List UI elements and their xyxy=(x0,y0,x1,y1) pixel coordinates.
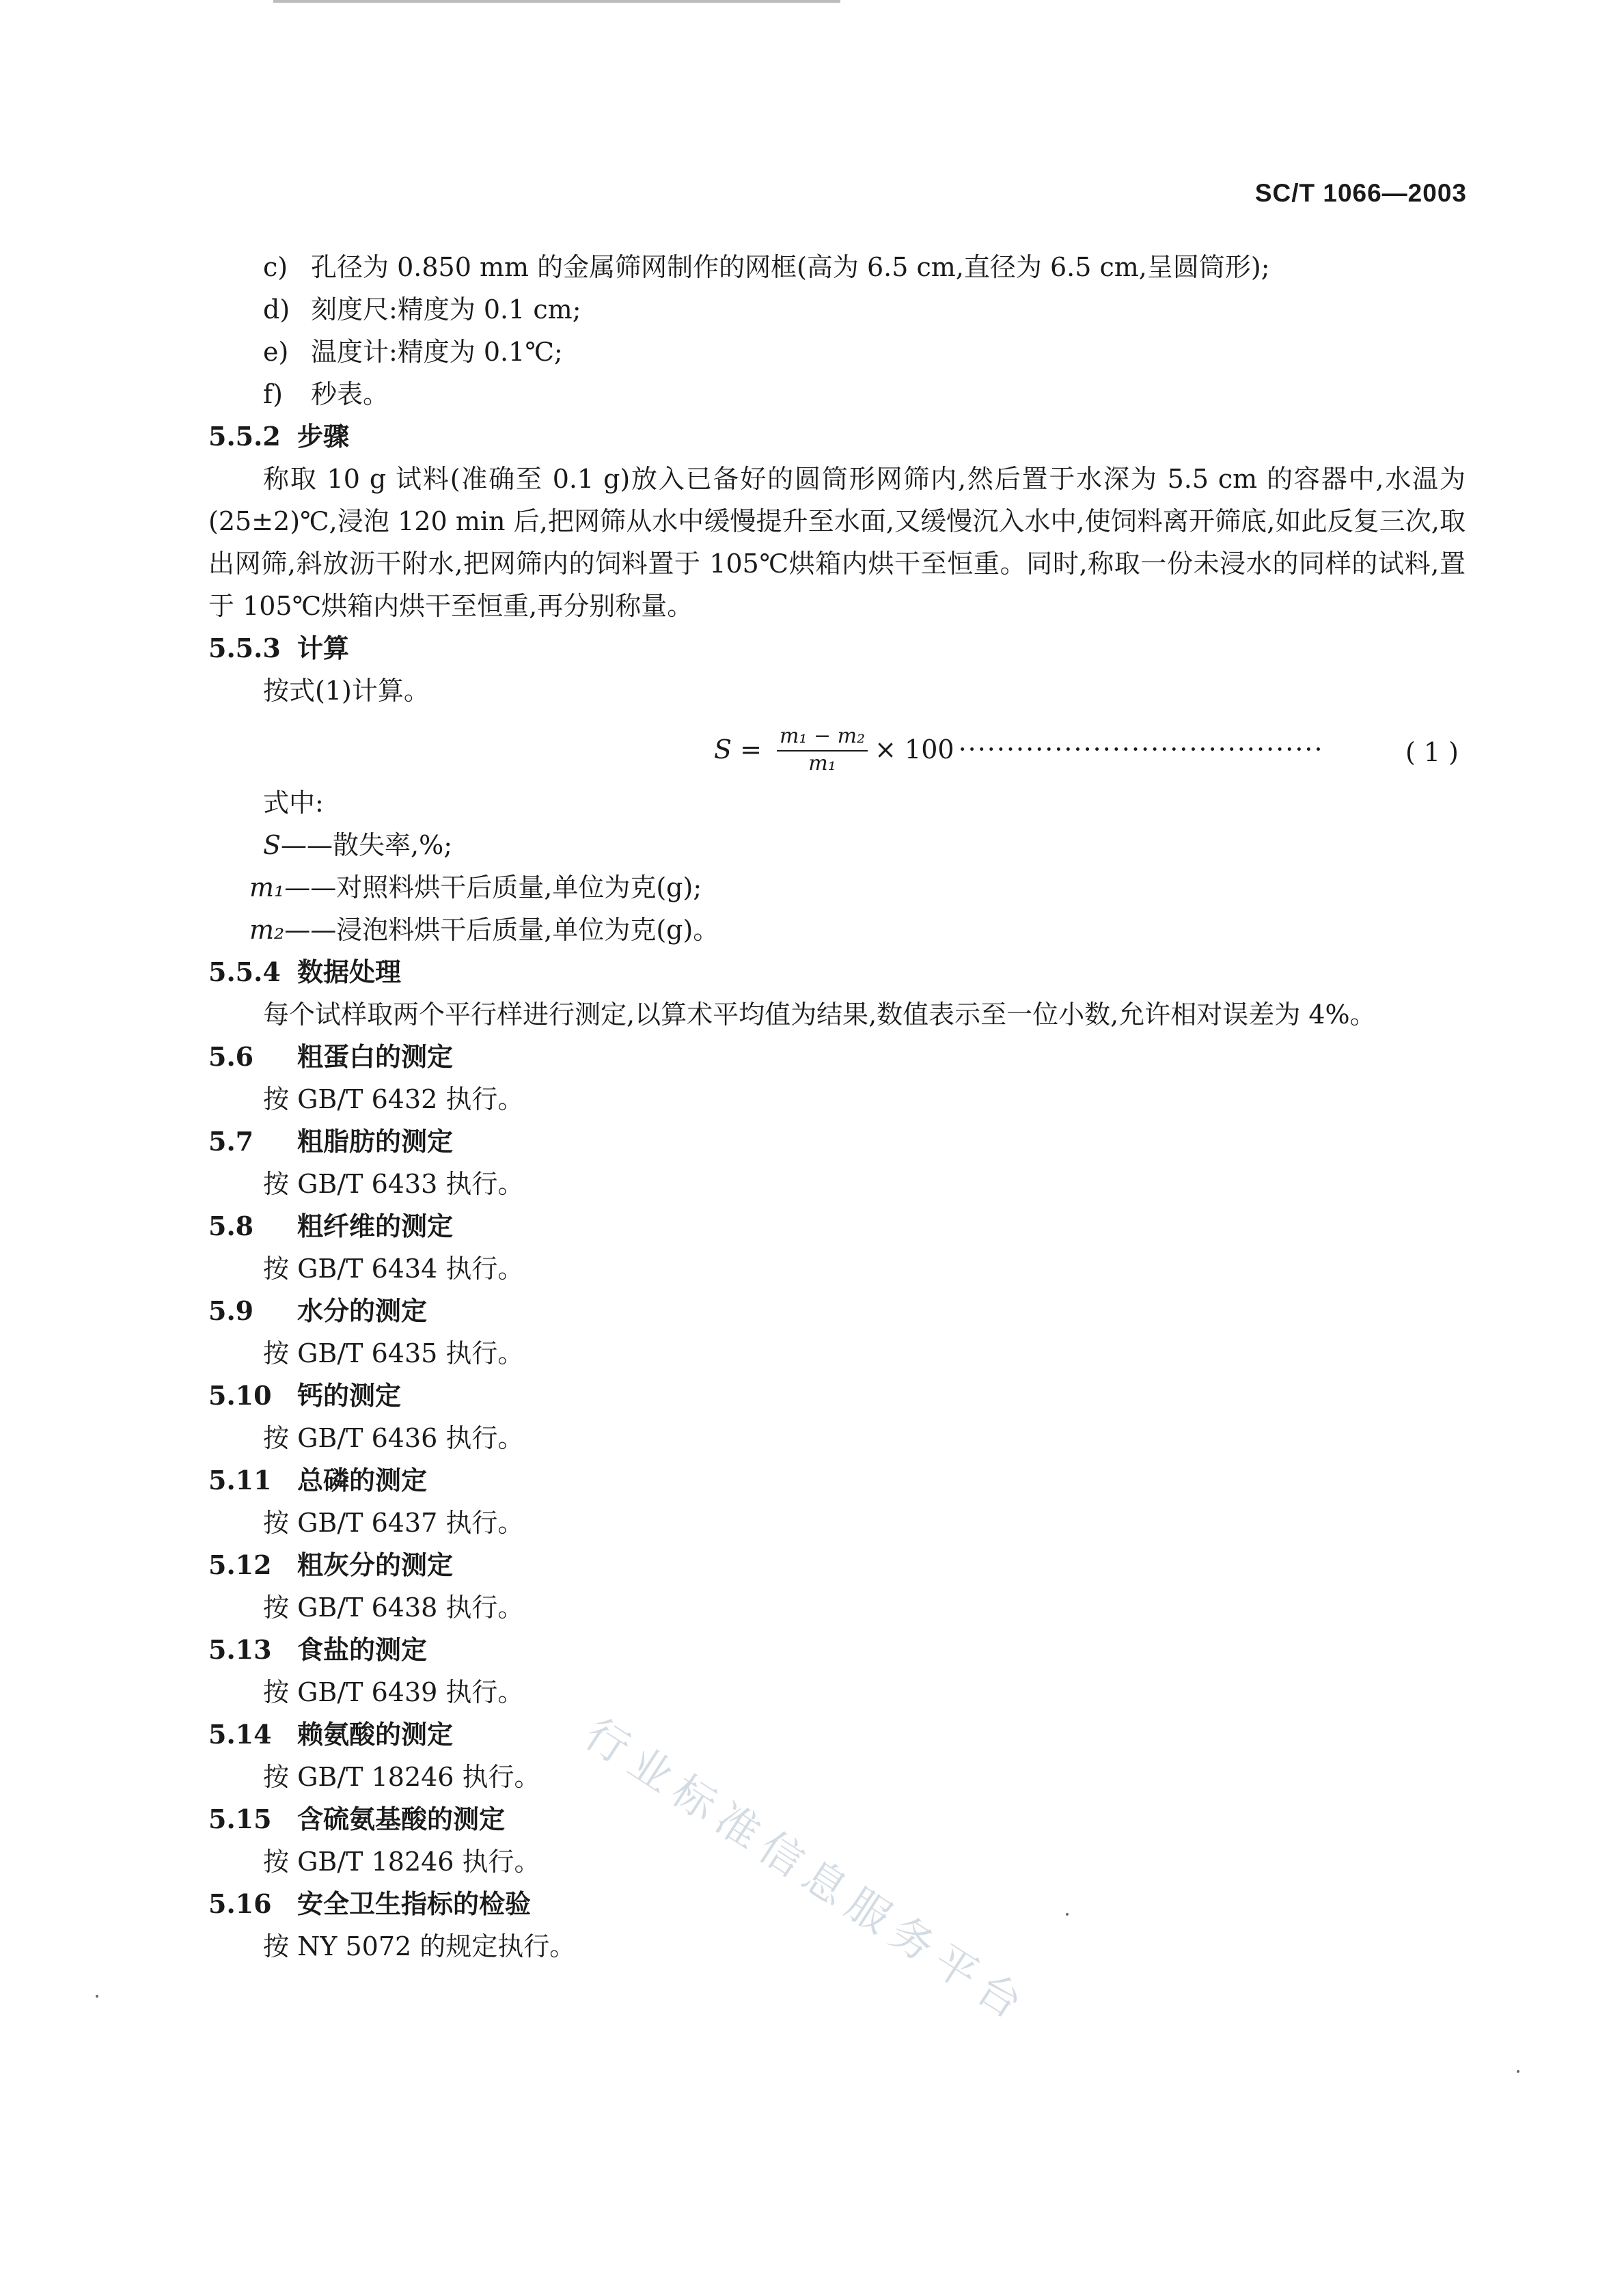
section-title: 含硫氨基酸的测定 xyxy=(297,1804,506,1834)
data-processing-paragraph: 每个试样取两个平行样进行测定,以算术平均值为结果,数值表示至一位小数,允许相对误差为 4%。 xyxy=(263,999,1376,1030)
formula-number: ( 1 ) xyxy=(1405,737,1459,767)
formula-fraction xyxy=(777,723,868,776)
definition-text: ——对照料烘干后质量,单位为克(g); xyxy=(284,872,702,902)
section-number: 5.14 xyxy=(208,1719,272,1750)
list-item xyxy=(208,373,1465,415)
section-number: 5.6 xyxy=(208,1041,254,1072)
section-number: 5.10 xyxy=(208,1380,272,1411)
section-number: 5.5.3 xyxy=(208,633,281,663)
calculation-intro: 按式(1)计算。 xyxy=(263,676,430,706)
section-heading xyxy=(208,1120,1465,1163)
section-body: 按 GB/T 6432 执行。 xyxy=(263,1084,524,1114)
list-text: 孔径为 0.850 mm 的金属筛网制作的网框(高为 6.5 cm,直径为 6.5 cm,呈圆筒形); xyxy=(311,252,1270,282)
formula-denominator: m₁ xyxy=(808,752,836,775)
document-number: SC/T 1066—2003 xyxy=(1254,179,1467,207)
scan-speck xyxy=(1517,2070,1519,2073)
section-body: 按 GB/T 6435 执行。 xyxy=(263,1338,524,1368)
section-body: 按 GB/T 6436 执行。 xyxy=(263,1423,524,1453)
definition-symbol: m₂ xyxy=(249,915,285,945)
section-title: 钙的测定 xyxy=(297,1380,402,1411)
section-heading xyxy=(208,1205,1465,1247)
section-heading xyxy=(208,1459,1465,1502)
list-item xyxy=(208,246,1465,288)
definition-text: ——散失率,%; xyxy=(281,830,453,860)
where-label: 式中: xyxy=(263,788,324,818)
section-body: 按 GB/T 6439 执行。 xyxy=(263,1677,524,1707)
section-number: 5.12 xyxy=(208,1549,272,1580)
section-title: 水分的测定 xyxy=(297,1295,428,1326)
section-title: 粗蛋白的测定 xyxy=(297,1041,454,1072)
list-item xyxy=(208,288,1465,331)
section-body: 按 NY 5072 的规定执行。 xyxy=(263,1931,576,1961)
section-number: 5.13 xyxy=(208,1634,272,1665)
formula-leader-dots: ······································ xyxy=(958,734,1324,764)
formula-lhs: S = xyxy=(714,734,762,764)
scan-speck xyxy=(96,1995,98,1998)
section-heading xyxy=(208,1713,1465,1756)
watermark: 行业标准信息服务平台 xyxy=(576,1708,1039,2034)
list-text: 温度计:精度为 0.1℃; xyxy=(311,337,563,367)
definition-item xyxy=(208,909,1465,951)
list-marker: d) xyxy=(263,294,290,325)
list-marker: c) xyxy=(263,252,288,282)
section-heading xyxy=(208,1290,1465,1332)
section-number: 5.9 xyxy=(208,1295,254,1326)
section-title: 总磷的测定 xyxy=(297,1465,428,1495)
page-body xyxy=(208,246,1465,1968)
section-title: 数据处理 xyxy=(297,956,402,987)
formula-numerator: m₁ − m₂ xyxy=(777,723,868,752)
section-body: 按 GB/T 6434 执行。 xyxy=(263,1254,524,1284)
section-heading xyxy=(208,1629,1465,1671)
section-title: 粗灰分的测定 xyxy=(297,1549,454,1580)
section-body: 按 GB/T 18246 执行。 xyxy=(263,1762,540,1792)
section-title: 粗纤维的测定 xyxy=(297,1211,454,1241)
section-heading xyxy=(208,1798,1465,1840)
list-text: 秒表。 xyxy=(311,379,389,409)
section-body: 按 GB/T 6433 执行。 xyxy=(263,1169,524,1199)
definition-item xyxy=(208,824,1465,866)
section-heading xyxy=(208,1544,1465,1586)
section-number: 5.16 xyxy=(208,1888,272,1919)
definition-symbol: S xyxy=(263,830,281,860)
section-number: 5.15 xyxy=(208,1804,272,1834)
section-body: 按 GB/T 6437 执行。 xyxy=(263,1508,524,1538)
section-heading-5-5-4 xyxy=(208,951,1465,993)
section-title: 赖氨酸的测定 xyxy=(297,1719,454,1750)
scan-speck xyxy=(1066,1913,1069,1916)
scan-top-edge xyxy=(273,0,840,3)
definition-text: ——浸泡料烘干后质量,单位为克(g)。 xyxy=(284,915,719,945)
list-marker: f) xyxy=(263,379,283,409)
section-heading-5-5-2 xyxy=(208,415,1465,458)
formula-block xyxy=(208,716,1465,777)
section-number: 5.11 xyxy=(208,1465,272,1495)
section-title: 粗脂肪的测定 xyxy=(297,1126,454,1157)
formula xyxy=(714,723,1324,776)
formula-rhs: × 100 xyxy=(875,734,954,764)
section-title: 计算 xyxy=(297,633,350,663)
section-number: 5.5.4 xyxy=(208,956,281,987)
section-number: 5.8 xyxy=(208,1211,254,1241)
section-heading xyxy=(208,1036,1465,1078)
list-text: 刻度尺:精度为 0.1 cm; xyxy=(311,294,581,325)
section-number: 5.7 xyxy=(208,1126,254,1157)
section-title: 食盐的测定 xyxy=(297,1634,428,1665)
section-body: 按 GB/T 6438 执行。 xyxy=(263,1592,524,1623)
section-title: 安全卫生指标的检验 xyxy=(297,1888,532,1919)
list-marker: e) xyxy=(263,337,289,367)
section-heading xyxy=(208,1375,1465,1417)
procedure-paragraph: 称取 10 g 试料(准确至 0.1 g)放入已备好的圆筒形网筛内,然后置于水深为 5.5 cm 的容器中,水温为(25±2)℃,浸泡 120 min 后,把网筛从水中缓慢提升至水面,又缓慢沉入水中,使饲料离开筛底,如此反复三次,取出网筛,斜放沥干附水,把网筛内的饲料置于 105℃烘箱内烘干至恒重。同时,称取一份未浸水的同样的试料,置于 105℃烘箱内烘干至恒重,再分别称量。 xyxy=(208,464,1465,621)
definition-item xyxy=(208,866,1465,909)
list-item xyxy=(208,331,1465,373)
definition-symbol: m₁ xyxy=(249,872,285,902)
section-body: 按 GB/T 18246 执行。 xyxy=(263,1847,540,1877)
section-number: 5.5.2 xyxy=(208,421,281,452)
section-title: 步骤 xyxy=(297,421,350,452)
section-heading-5-5-3 xyxy=(208,627,1465,670)
